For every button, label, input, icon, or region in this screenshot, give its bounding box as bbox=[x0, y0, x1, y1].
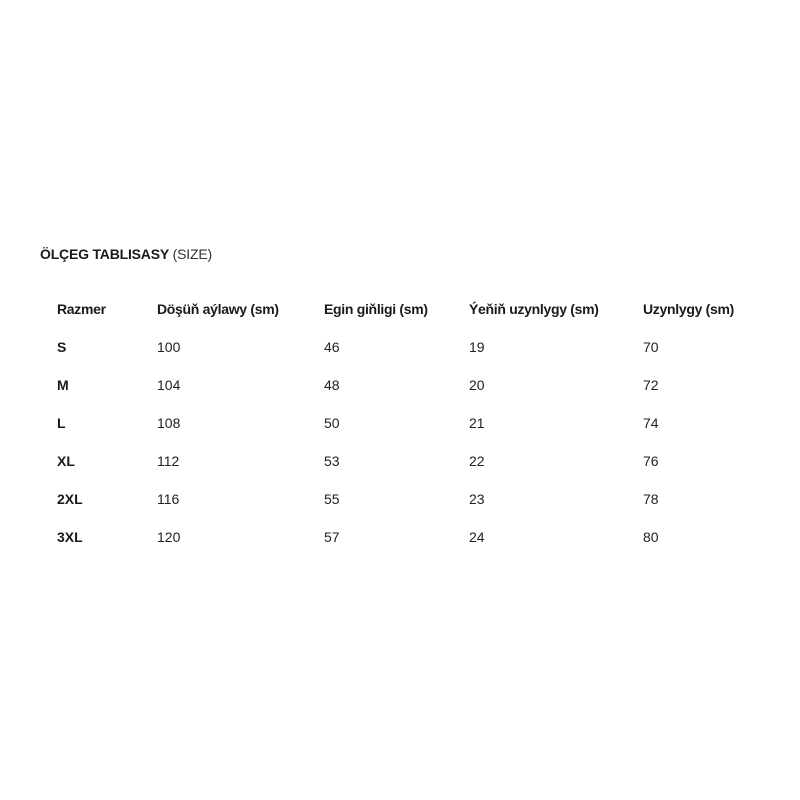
cell-length: 78 bbox=[643, 491, 659, 507]
table-row bbox=[40, 518, 783, 556]
cell-sleeve: 22 bbox=[469, 453, 485, 469]
cell-size: L bbox=[57, 415, 66, 431]
cell-size: 2XL bbox=[57, 491, 83, 507]
cell-shoulder: 55 bbox=[324, 491, 340, 507]
cell-shoulder: 48 bbox=[324, 377, 340, 393]
table-row bbox=[40, 404, 783, 442]
cell-chest: 104 bbox=[157, 377, 181, 393]
cell-sleeve: 21 bbox=[469, 415, 485, 431]
cell-chest: 108 bbox=[157, 415, 181, 431]
table-row bbox=[40, 328, 783, 366]
cell-chest: 112 bbox=[157, 453, 180, 469]
cell-shoulder: 50 bbox=[324, 415, 340, 431]
header-chest: Döşüň aýlawy (sm) bbox=[157, 301, 279, 317]
page-title bbox=[40, 246, 212, 262]
header-size: Razmer bbox=[57, 301, 106, 317]
cell-length: 70 bbox=[643, 339, 659, 355]
cell-sleeve: 23 bbox=[469, 491, 485, 507]
title-sub: (SIZE) bbox=[172, 246, 212, 262]
table-row bbox=[40, 366, 783, 404]
cell-shoulder: 57 bbox=[324, 529, 340, 545]
header-shoulder: Egin giňligi (sm) bbox=[324, 301, 428, 317]
cell-sleeve: 24 bbox=[469, 529, 485, 545]
cell-sleeve: 19 bbox=[469, 339, 485, 355]
cell-length: 74 bbox=[643, 415, 659, 431]
cell-size: M bbox=[57, 377, 69, 393]
cell-size: 3XL bbox=[57, 529, 83, 545]
cell-size: S bbox=[57, 339, 67, 355]
cell-length: 80 bbox=[643, 529, 659, 545]
cell-shoulder: 53 bbox=[324, 453, 340, 469]
title-main: ÖLÇEG TABLISASY bbox=[40, 246, 169, 262]
cell-chest: 116 bbox=[157, 491, 180, 507]
header-sleeve: Ýeňiň uzynlygy (sm) bbox=[469, 301, 599, 317]
header-length: Uzynlygy (sm) bbox=[643, 301, 735, 317]
cell-shoulder: 46 bbox=[324, 339, 340, 355]
size-table bbox=[40, 290, 783, 556]
cell-length: 72 bbox=[643, 377, 659, 393]
cell-sleeve: 20 bbox=[469, 377, 485, 393]
cell-chest: 120 bbox=[157, 529, 181, 545]
cell-size: XL bbox=[57, 453, 75, 469]
cell-chest: 100 bbox=[157, 339, 181, 355]
table-header-row bbox=[40, 290, 783, 328]
cell-length: 76 bbox=[643, 453, 659, 469]
table-row bbox=[40, 442, 783, 480]
table-row bbox=[40, 480, 783, 518]
